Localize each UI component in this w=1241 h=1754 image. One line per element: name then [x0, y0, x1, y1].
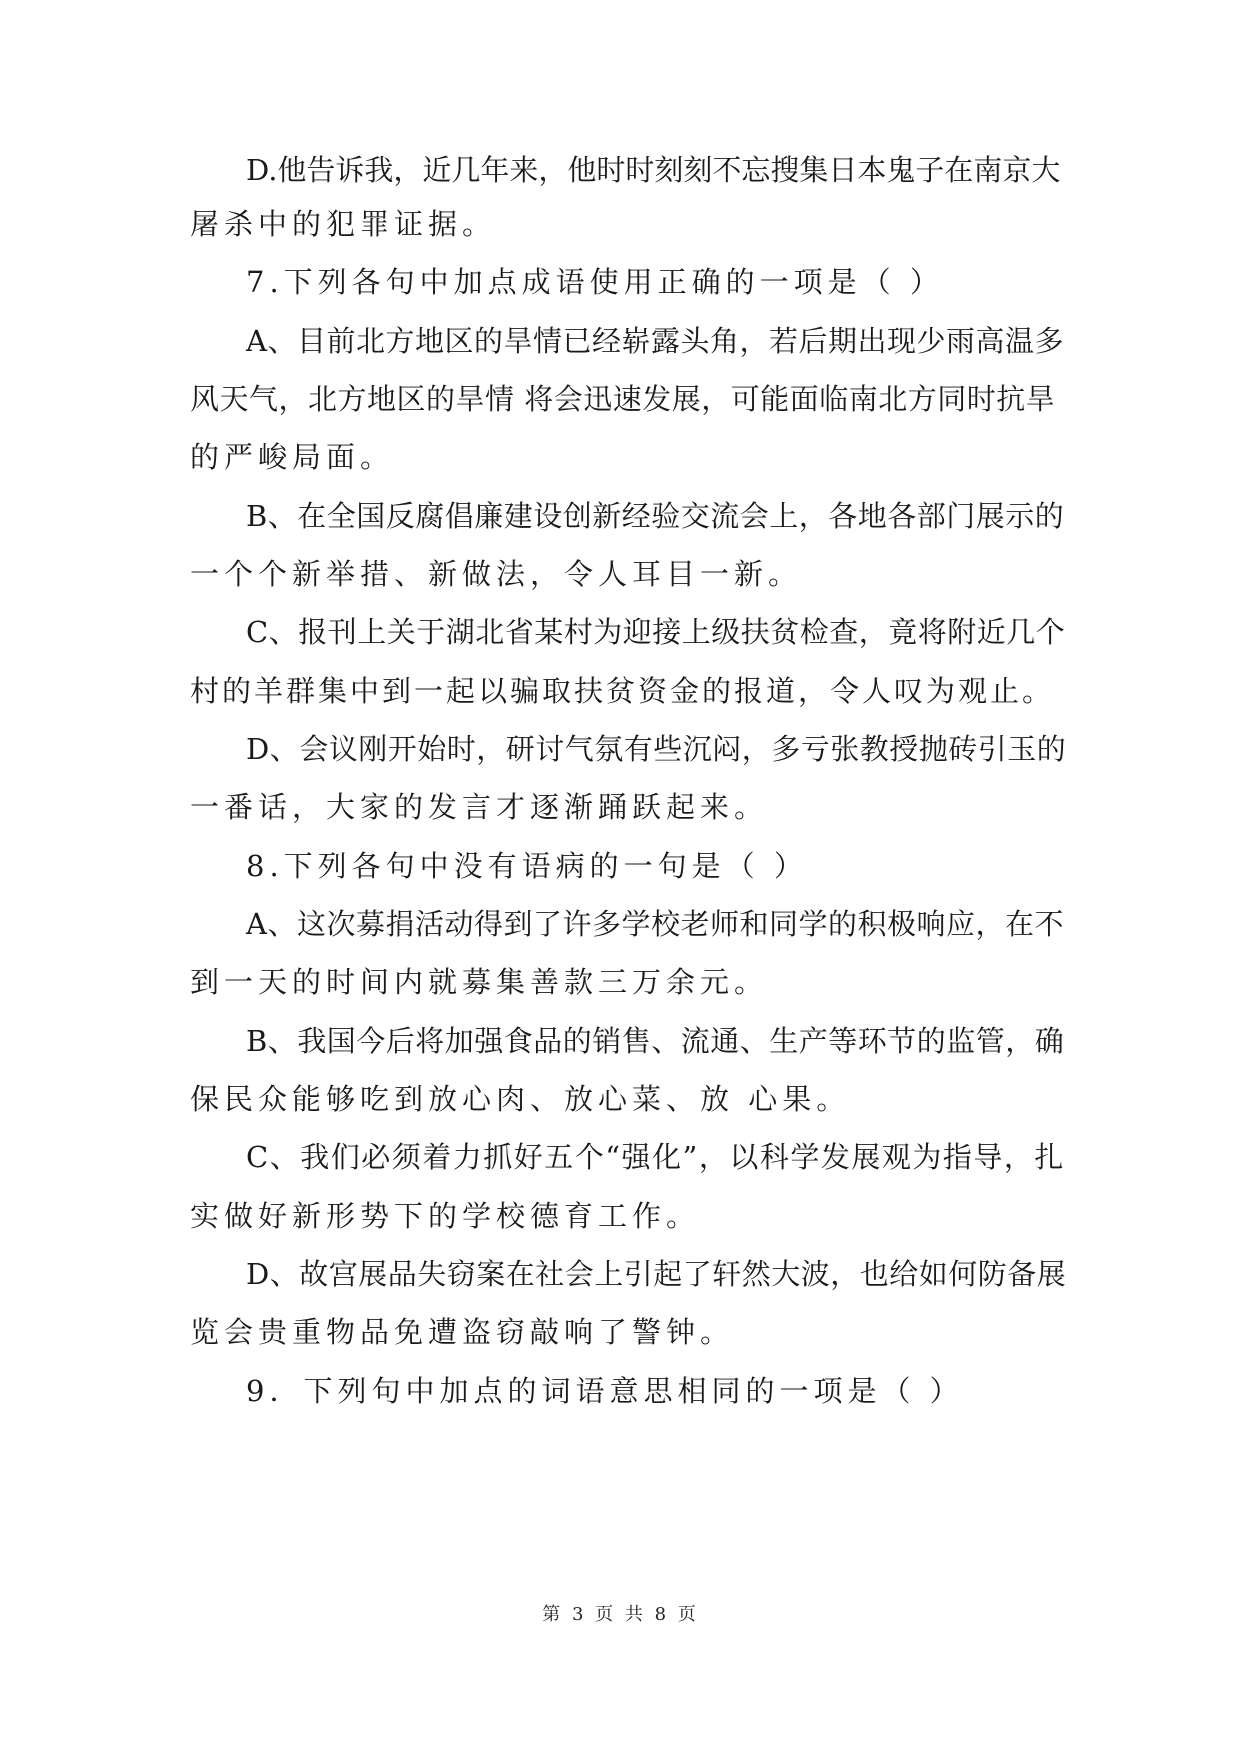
question-8: 8.下列各句中没有语病的一句是（ ） — [246, 849, 808, 883]
option-7c: C、报刊上关于湖北省某村为迎接上级扶贫检查，竟将附近几个 — [246, 615, 1066, 649]
text-line: D.他告诉我，近几年来，他时时刻刻不忘搜集日本鬼子在南京大 — [246, 153, 1061, 187]
text-line: 一番话，大家的发言才逐渐踊跃起来。 — [190, 790, 769, 824]
text-line: 览会贵重物品免遭盗窃敲响了警钟。 — [190, 1315, 735, 1349]
text-line: 风天气，北方地区的旱情 将会迅速发展，可能面临南北方同时抗旱 — [190, 382, 1056, 416]
option-7a: A、目前北方地区的旱情已经崭露头角，若后期出现少雨高温多 — [246, 324, 1064, 358]
option-7b: B、在全国反腐倡廉建设创新经验交流会上，各地各部门展示的 — [246, 499, 1065, 533]
text-line: 实做好新形势下的学校德育工作。 — [190, 1199, 701, 1233]
question-7: 7.下列各句中加点成语使用正确的一项是（ ） — [246, 265, 944, 299]
option-8c: C、我们必须着力抓好五个“强化”，以科学发展观为指导，扎 — [246, 1140, 1065, 1174]
question-9: 9．下列句中加点的词语意思相同的一项是（ ） — [246, 1374, 964, 1408]
option-8d: D、故宫展品失窃案在社会上引起了轩然大波，也给如何防备展 — [246, 1257, 1067, 1291]
option-8b: B、我国今后将加强食品的销售、流通、生产等环节的监管，确 — [246, 1024, 1065, 1058]
text-line: 村的羊群集中到一起以骗取扶贫资金的报道，令人叹为观止。 — [190, 674, 1055, 708]
text-line: 保民众能够吃到放心肉、放心菜、放 心果。 — [190, 1082, 851, 1116]
option-8a: A、这次募捐活动得到了许多学校老师和同学的积极响应，在不 — [246, 907, 1064, 941]
text-line: 的严峻局面。 — [190, 440, 395, 474]
text-line: 一个个新举措、新做法，令人耳目一新。 — [190, 557, 803, 591]
option-7d: D、会议刚开始时，研讨气氛有些沉闷，多亏张教授抛砖引玉的 — [246, 732, 1067, 766]
text-line: 屠杀中的犯罪证据。 — [190, 207, 497, 241]
page-number-footer: 第 3 页 共 8 页 — [542, 1604, 699, 1625]
text-line: 到一天的时间内就募集善款三万余元。 — [190, 965, 769, 999]
